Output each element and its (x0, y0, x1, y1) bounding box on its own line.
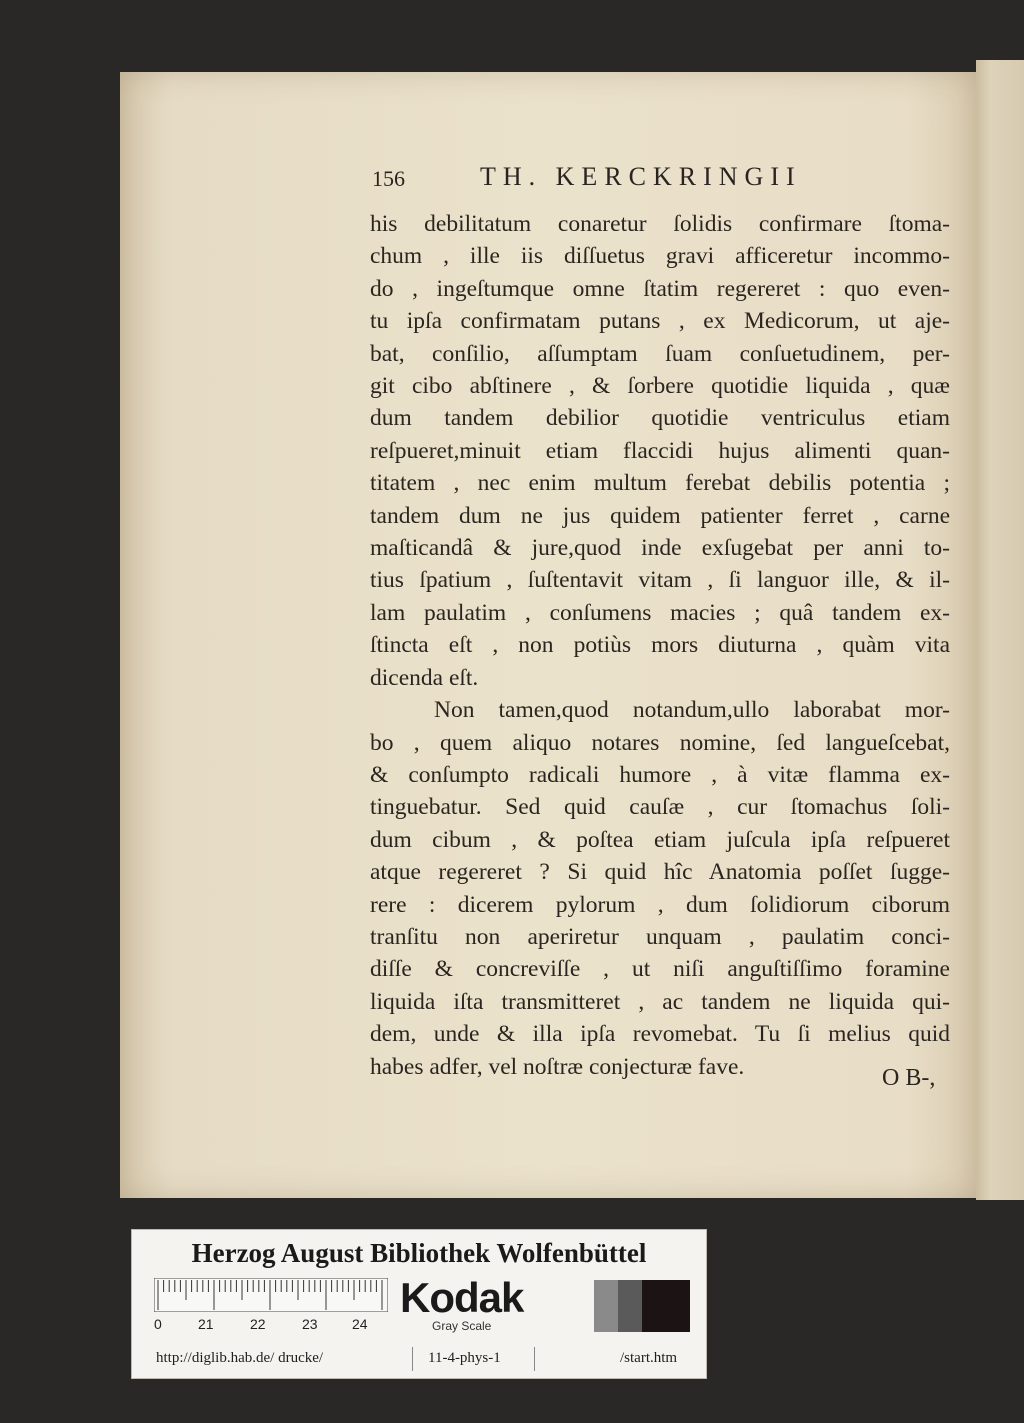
running-title: TH. KERCKRINGII (480, 162, 802, 191)
text-line: his debilitatum conaretur ſolidis confirmare ſtoma- (370, 211, 950, 237)
text-line: habes adfer, vel noſtræ conjecturæ fave. (370, 1053, 745, 1080)
text-line: dicenda eſt. (370, 664, 479, 691)
text-line: tinguebatur. Sed quid cauſæ , cur ſtomachus ſoli- (370, 794, 950, 821)
url-left: http://diglib.hab.de/ drucke/ (156, 1350, 324, 1366)
text-line: atque regereret ? Si quid hîc Anatomia poſſet ſugge- (370, 859, 950, 886)
text-line: maſticandâ & jure,quod inde exſugebat per anni to- (370, 535, 950, 562)
text-line: tu ipſa confirmatam putans , ex Medicorum, ut aje- (370, 308, 950, 335)
text-line: Non tamen,quod notandum,ullo laborabat mor- (434, 697, 950, 724)
ruler-number: 23 (302, 1316, 318, 1332)
text-line: rere : dicerem pylorum , dum ſolidiorum ciborum (370, 891, 950, 918)
text-line: ſtincta eſt , non potiùs mors diuturna , quàm vita (370, 632, 950, 659)
library-name: Herzog August Bibliothek Wolfenbüttel (191, 1238, 647, 1268)
color-calibration-card (131, 1229, 707, 1379)
text-line: do , ingeſtumque omne ſtatim regereret : quo even- (370, 275, 950, 302)
text-line: liquida iſta transmitteret , ac tandem ne liquida qui- (370, 988, 950, 1015)
text-line: reſpueret,minuit etiam flaccidi hujus alimenti quan- (370, 437, 950, 464)
text-line: tandem dum ne jus quidem patienter ferret , carne (370, 502, 950, 529)
gray-scale-label: Gray Scale (432, 1319, 492, 1333)
url-right: /start.htm (620, 1350, 678, 1366)
gray-swatches (594, 1280, 690, 1332)
text-line: dem, unde & illa ipſa revomebat. Tu ſi melius quid (370, 1021, 950, 1048)
text-line: & conſumpto radicali humore , à vitæ flamma ex- (370, 761, 950, 788)
ruler-number: 22 (250, 1316, 266, 1332)
footer-divider (534, 1347, 535, 1371)
url-mid: 11-4-phys-1 (428, 1350, 501, 1366)
text-line: git cibo abſtinere , & ſorbere quotidie liquida , quæ (370, 373, 950, 400)
text-line: dum tandem debilior quotidie ventriculus etiam (370, 405, 950, 432)
gray-swatch (642, 1280, 690, 1332)
kodak-logo: Kodak (400, 1274, 524, 1321)
footer-divider (412, 1347, 413, 1371)
card-footer (132, 1347, 706, 1371)
text-line: diſſe & concreviſſe , ut niſi anguſtiſſimo foramine (370, 956, 950, 983)
text-line: dum cibum , & poſtea etiam juſcula ipſa reſpueret (370, 826, 950, 853)
gray-swatch (594, 1280, 618, 1332)
text-line: lam paulatim , conſumens macies ; quâ tandem ex- (370, 599, 950, 626)
facing-page-edge (976, 60, 1024, 1200)
text-line: tranſitu non aperiretur unquam , paulatim conci- (370, 923, 950, 950)
text-line: titatem , nec enim multum ferebat debilis potentia ; (370, 470, 950, 497)
text-line: tius ſpatium , ſuſtentavit vitam , ſi languor ille, & il- (370, 567, 950, 594)
ruler-scale (154, 1278, 388, 1312)
ruler-number: 24 (352, 1316, 368, 1332)
text-line: bat, conſilio, aſſumptam ſuam conſuetudinem, per- (370, 340, 950, 367)
ruler-numbers (154, 1316, 394, 1334)
text-line: bo , quem aliquo notares nomine, ſed langueſcebat, (370, 729, 950, 756)
ruler-number: 21 (198, 1316, 214, 1332)
body-text (370, 208, 950, 1083)
catchword: O B-, (882, 1065, 936, 1091)
page-number: 156 (372, 166, 405, 191)
ruler-number: 0 (154, 1316, 162, 1332)
page-header (372, 162, 912, 196)
text-line: chum , ille iis diſſuetus gravi afficeretur incommo- (370, 243, 950, 270)
gray-swatch (618, 1280, 642, 1332)
